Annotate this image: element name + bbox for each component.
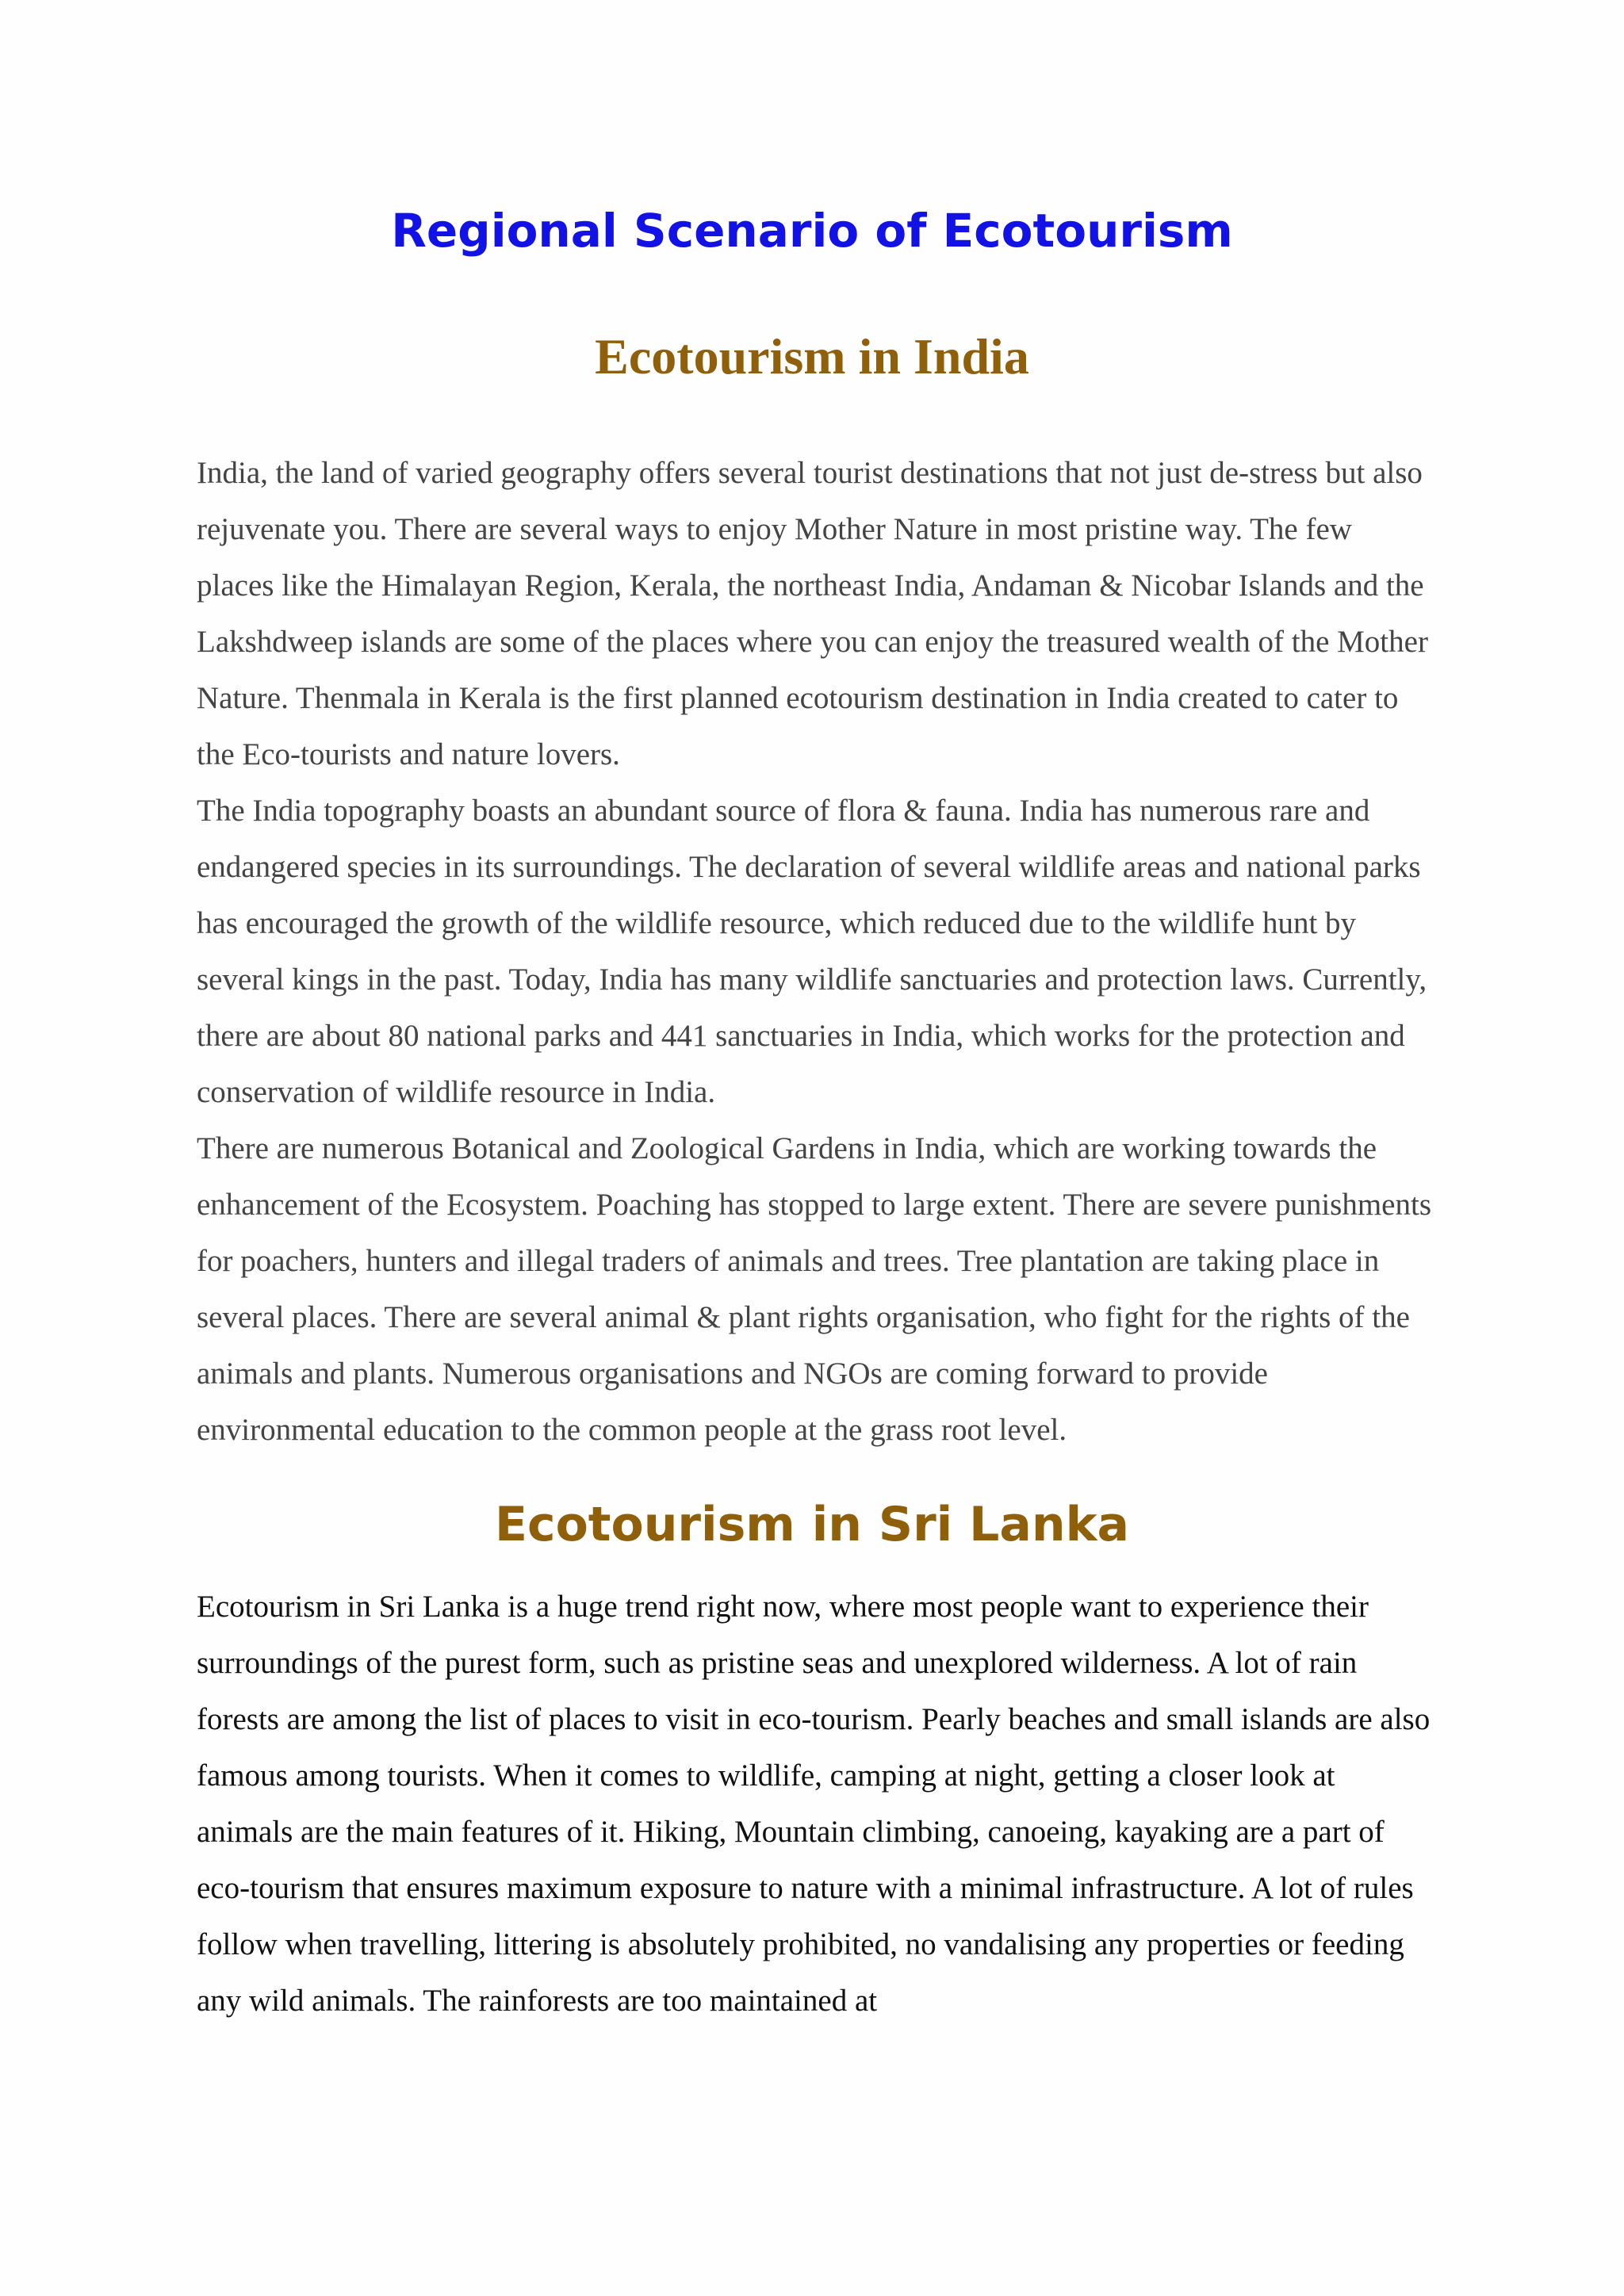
paragraph: There are numerous Botanical and Zoological Gardens in India, which are working towards the enhancement of the Ecosystem. Poaching has stopped to large extent. There are severe punishments for poachers, hunters and illegal traders of animals and trees. Tree plantation are taking place in several places. There are several animal & plant rights organisation, who fight for the rights of the animals and plants. Numerous organisations and NGOs are coming forward to provide environmental education to the common people at the grass root level. — [197, 1131, 1431, 1447]
document-title: Regional Scenario of Ecotourism — [391, 204, 1233, 258]
paragraph: India, the land of varied geography offers several tourist destinations that not just de-stress but also rejuvenate you. There are several ways to enjoy Mother Nature in most pristine way. The few places like the Himalayan Region, Kerala, the northeast India, Andaman & Nicobar Islands and the Lakshdweep islands are some of the places where you can enjoy the treasured wealth of the Mother Nature. Thenmala in Kerala is the first planned ecotourism destination in India created to cater to the Eco-tourists and nature lovers. — [197, 456, 1428, 771]
section-heading-sri-lanka: Ecotourism in Sri Lanka — [495, 1497, 1129, 1552]
section-heading-india: Ecotourism in India — [595, 328, 1029, 385]
section-body-india — [197, 445, 1434, 1458]
paragraph: Ecotourism in Sri Lanka is a huge trend right now, where most people want to experience their surroundings of the purest form, such as pristine seas and unexplored wilderness. A lot of rain forests are among the list of places to visit in eco-tourism. Pearly beaches and small islands are also famous among tourists. When it comes to wildlife, camping at night, getting a closer look at animals are the main features of it. Hiking, Mountain climbing, canoeing, kayaking are a part of eco-tourism that ensures maximum exposure to nature with a minimal infrastructure. A lot of rules follow when travelling, littering is absolutely prohibited, no vandalising any properties or feeding any wild animals. The rainforests are too maintained at — [197, 1590, 1431, 2018]
paragraph: The India topography boasts an abundant source of flora & fauna. India has numerous rare and endangered species in its surroundings. The declaration of several wildlife areas and national parks has encouraged the growth of the wildlife resource, which reduced due to the wildlife hunt by several kings in the past. Today, India has many wildlife sanctuaries and protection laws. Currently, there are about 80 national parks and 441 sanctuaries in India, which works for the protection and conservation of wildlife resource in India. — [197, 794, 1427, 1109]
section-body-sri-lanka — [197, 1578, 1434, 2029]
